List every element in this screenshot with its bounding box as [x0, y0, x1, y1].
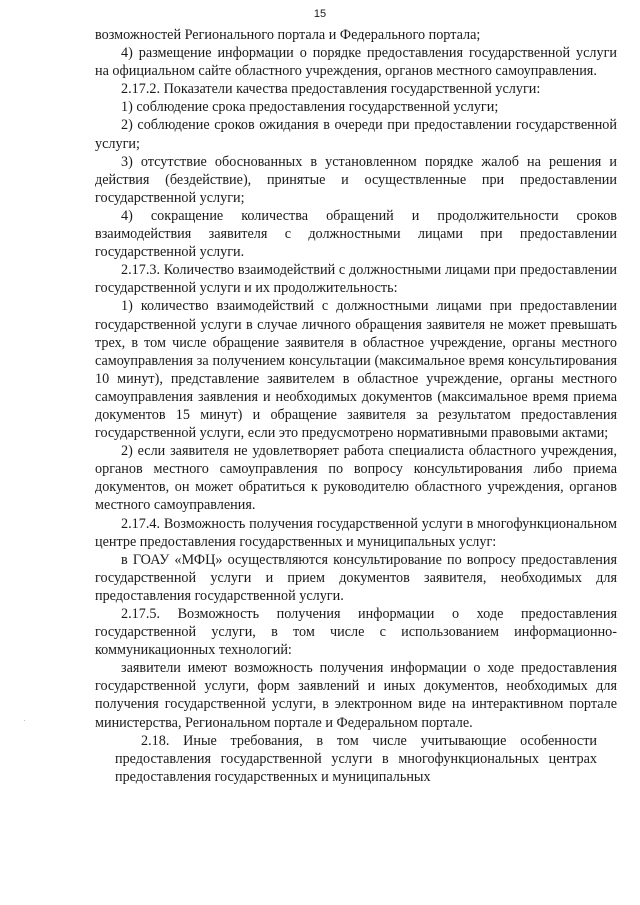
paragraph-2-17-2-title: 2.17.2. Показатели качества предоставления государственной услуги: [121, 81, 541, 98]
paragraph-2-17-4-title: 2.17.4. Возможность получения государственной услуги в многофункциональном центре предоставления государственных и муниципальных услуг: [95, 515, 617, 550]
paragraph-interactions-2: 2) если заявителя не удовлетворяет работа специалиста областного учреждения, органов местного самоуправления по вопросу консультирования либо приема документов, он может обратиться к руководителю областного учреждения, органов местного самоуправления. [95, 443, 617, 514]
document-body [95, 26, 617, 786]
paragraph-applicants-info: заявители имеют возможность получения информации о ходе предоставления государственной услуги, форм заявлений и иных документов, необходимых для получения государственной услуги, в электронном виде на интерактивном портале министерства, Региональном портале и Федеральном портале. [95, 660, 617, 731]
paragraph-quality-1: 1) соблюдение срока предоставления государственной услуги; [121, 99, 499, 116]
paragraph-quality-4: 4) сокращение количества обращений и продолжительности сроков взаимодействия заявителя с должностными лицами при предоставлении государственной услуги. [95, 207, 617, 261]
paragraph-item-4-website: 4) размещение информации о порядке предоставления государственной услуги на официальном сайте областного учреждения, органов местного самоуправления. [95, 45, 617, 80]
section-heading-2-18: 2.18. Иные требования, в том числе учитывающие особенности предоставления государственной услуги в многофункциональных центрах предоставления государственных и муниципальных [115, 732, 597, 785]
paragraph-2-17-3-title: 2.17.3. Количество взаимодействий с должностными лицами при предоставлении государственной услуги и их продолжительность: [95, 262, 617, 297]
paragraph-2-17-5-title: 2.17.5. Возможность получения информации о ходе предоставления государственной услуги, в том числе с использованием информационно-коммуникационных технологий: [95, 606, 617, 659]
paragraph-interactions-1: 1) количество взаимодействий с должностными лицами при предоставлении государственной услуги в случае личного обращения заявителя не может превышать трех, в том числе обращение заявителя в областное учреждение, органы местного самоуправления за получением консультации (максимальное время консультирования 10 минут), представление заявителем в областное учреждение, органы местного самоуправления заявления и необходимых документов (максимальное время приема документов 15 минут) и обращение заявителя за результатом предоставления государственной услуги, если это предусмотрено нормативными правовыми актами; [95, 298, 617, 442]
page-number: 15 [313, 8, 327, 20]
paragraph-quality-3: 3) отсутствие обоснованных в установленном порядке жалоб на решения и действия (бездействие), принятые и осуществленные при предоставлении государственной услуги; [95, 153, 617, 206]
paragraph-quality-2: 2) соблюдение сроков ожидания в очереди при предоставлении государственной услуги; [95, 117, 617, 152]
paragraph-mfc: в ГОАУ «МФЦ» осуществляются консультирование по вопросу предоставления государственной услуги и прием документов заявителя, необходимых для предоставления государственной услуги. [95, 551, 617, 604]
paragraph-continuation: возможностей Регионального портала и Федерального портала; [95, 27, 481, 43]
scan-edge-mark [24, 720, 25, 721]
